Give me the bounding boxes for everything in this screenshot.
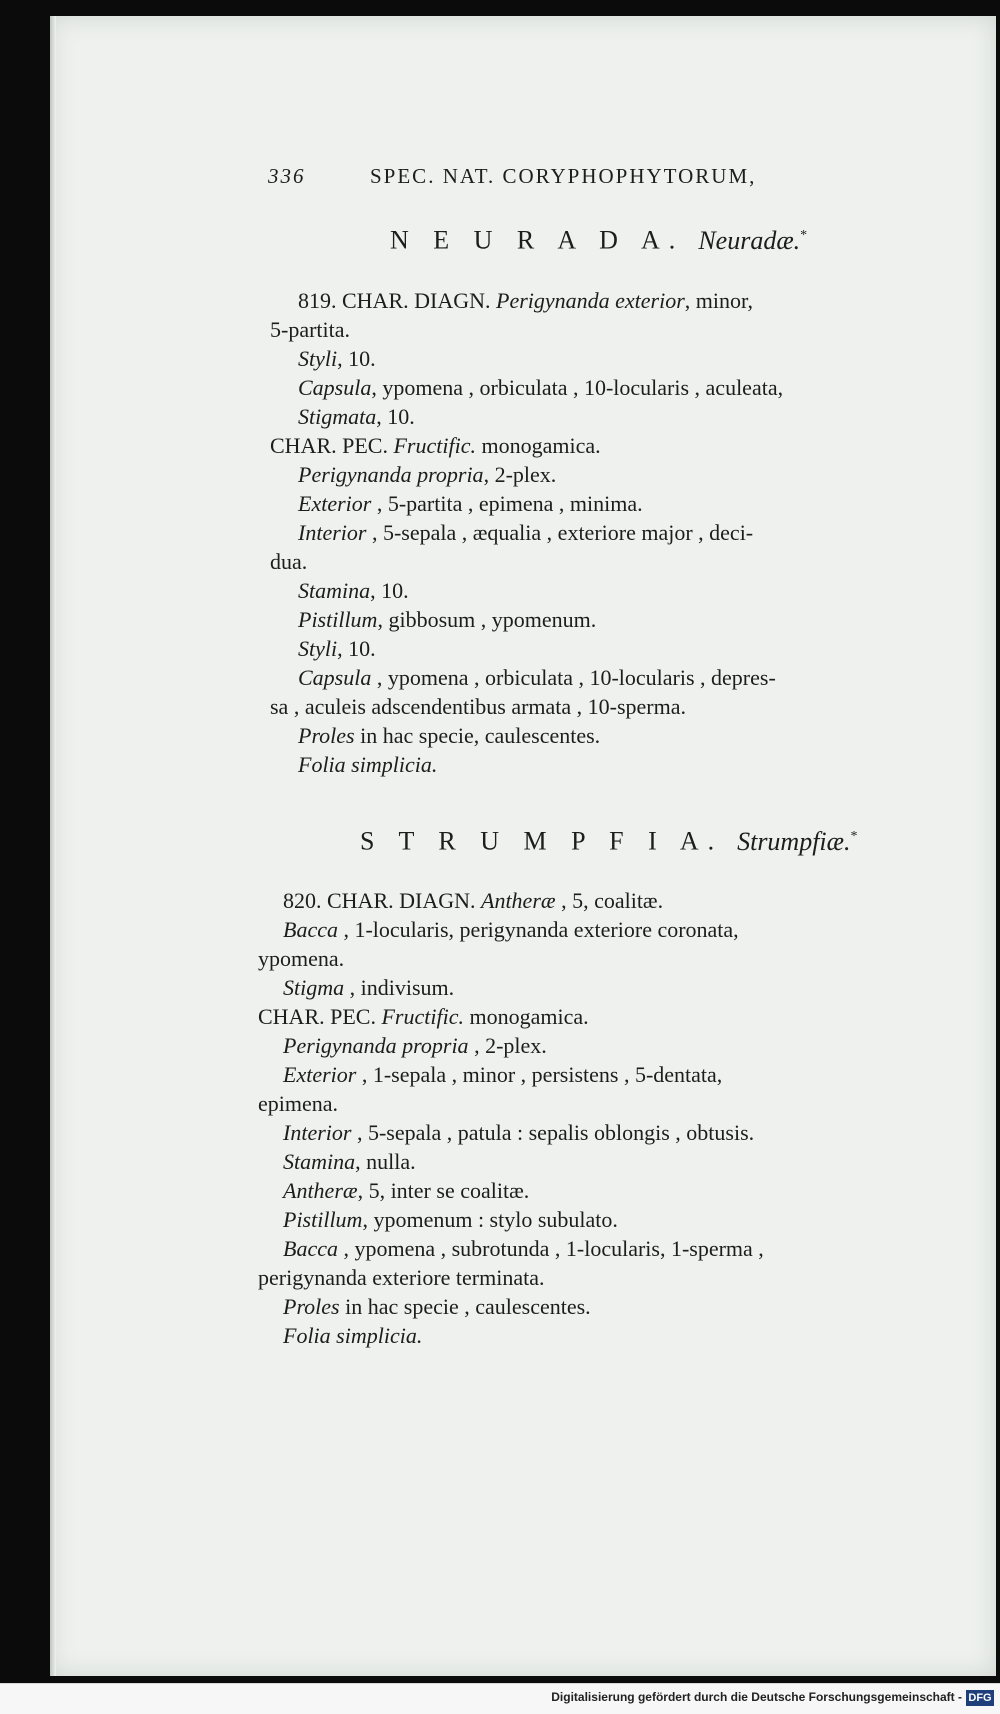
italic-term: Styli [298,636,338,661]
plain-text: , gibbosum , ypomenum. [377,607,597,632]
plain-text: epimena. [258,1091,339,1116]
italic-term: Stamina [298,578,371,603]
plain-text: , ypomena , orbiculata , 10-locularis , depres- [371,665,776,690]
plain-text: perigynanda exteriore terminata. [258,1265,545,1290]
italic-term: Styli [298,346,338,371]
plain-text: 5-partita. [270,317,351,342]
plain-text: , 10. [370,578,409,603]
plain-text: , indivisum. [344,975,455,1000]
running-title: SPEC. NAT. CORYPHOPHYTORUM, [370,164,757,188]
italic-term: Proles [298,723,355,748]
text-line [298,751,437,779]
plain-text: sa , aculeis adscendentibus armata , 10-sperma. [270,694,687,719]
text-line [298,635,376,663]
italic-term: Folia simplicia. [283,1323,423,1348]
text-line [283,1322,422,1350]
plain-text: , 10. [337,636,376,661]
italic-term: Stigma [283,975,345,1000]
text-line [298,664,776,692]
plain-text: , ypomenum : stylo subulato. [362,1207,618,1232]
text-line [270,548,307,576]
italic-term: Bacca [283,1236,338,1261]
italic-term: Fructific. [381,1004,464,1029]
italic-term: Capsula [298,375,372,400]
text-line [298,403,415,431]
italic-term: Stamina [283,1149,356,1174]
text-line [283,916,739,944]
asterisk-mark: * [850,829,858,844]
italic-term: Pistillum [298,607,378,632]
plain-text: 820. CHAR. DIAGN. [283,888,481,913]
plain-text: , 1-locularis, perigynanda exteriore coronata, [337,917,739,942]
text-line [258,1090,338,1118]
genus-name: S T R U M P F I A. [360,826,724,856]
plain-text: in hac specie, caulescentes. [354,723,601,748]
text-line [283,974,454,1002]
plain-text: ypomena. [258,946,345,971]
italic-term: Pistillum [283,1207,363,1232]
text-line [298,606,596,634]
text-line [298,722,600,750]
italic-term: Folia simplicia. [298,752,438,777]
italic-term: Exterior [298,491,372,516]
italic-term: Perigynanda exterior [496,288,685,313]
plain-text: 819. CHAR. DIAGN. [298,288,496,313]
text-line [283,887,663,915]
genus-heading [390,222,807,255]
plain-text: CHAR. PEC. [270,433,394,458]
genus-vernacular: Neuradæ. [698,225,801,255]
text-line [283,1177,529,1205]
genus-vernacular: Strumpfiæ. [737,826,851,856]
italic-term: Proles [283,1294,340,1319]
plain-text: monogamica. [463,1004,589,1029]
dfg-logo-icon: DFG [966,1690,994,1706]
plain-text: dua. [270,549,308,574]
text-line [283,1148,416,1176]
plain-text: , ypomena , subrotunda , 1-locularis, 1-sperma , [337,1236,764,1261]
italic-term: Antheræ [283,1178,358,1203]
text-line [258,1264,544,1292]
text-line [283,1032,547,1060]
text-line [283,1206,618,1234]
page-gutter [50,16,56,1676]
text-line [283,1235,764,1263]
plain-text: , 10. [376,404,415,429]
plain-text: , 2-plex. [483,462,557,487]
text-line [258,945,344,973]
plain-text: , 5-sepala , æqualia , exteriore major , deci- [366,520,754,545]
plain-text: , 10. [337,346,376,371]
text-line [283,1293,591,1321]
text-line [298,374,783,402]
text-line [270,693,686,721]
italic-term: Antheræ [481,888,556,913]
plain-text: , ypomena , orbiculata , 10-locularis , aculeata, [371,375,784,400]
text-line [270,432,601,460]
italic-term: Bacca [283,917,338,942]
italic-term: Perigynanda propria [298,462,484,487]
italic-term: Capsula [298,665,372,690]
text-line [298,345,376,373]
page-number: 336 [268,164,306,188]
text-line [298,461,556,489]
plain-text: , nulla. [355,1149,416,1174]
plain-text: , 5-sepala , patula : sepalis oblongis , obtusis. [351,1120,755,1145]
text-line [298,519,753,547]
plain-text: , 5, coalitæ. [555,888,664,913]
italic-term: Exterior [283,1062,357,1087]
text-line [258,1003,589,1031]
text-line [270,316,350,344]
italic-term: Stigmata [298,404,377,429]
text-line [283,1119,754,1147]
italic-term: Interior [298,520,367,545]
text-line [298,577,409,605]
footer-text: Digitalisierung gefördert durch die Deutsche Forschungsgemeinschaft - [551,1690,962,1704]
plain-text: monogamica. [475,433,601,458]
plain-text: in hac specie , caulescentes. [339,1294,591,1319]
genus-heading [360,823,858,856]
text-line [298,287,753,315]
plain-text: CHAR. PEC. [258,1004,382,1029]
plain-text: , 1-sepala , minor , persistens , 5-dentata, [356,1062,723,1087]
genus-name: N E U R A D A. [390,225,685,255]
plain-text: , minor, [684,288,753,313]
plain-text: , 2-plex. [468,1033,547,1058]
plain-text: , 5, inter se coalitæ. [357,1178,530,1203]
plain-text: , 5-partita , epimena , minima. [371,491,643,516]
footer-bar [0,1683,1000,1714]
italic-term: Fructific. [393,433,476,458]
text-line [283,1061,722,1089]
italic-term: Interior [283,1120,352,1145]
asterisk-mark: * [800,228,808,243]
text-line [298,490,643,518]
italic-term: Perigynanda propria [283,1033,469,1058]
